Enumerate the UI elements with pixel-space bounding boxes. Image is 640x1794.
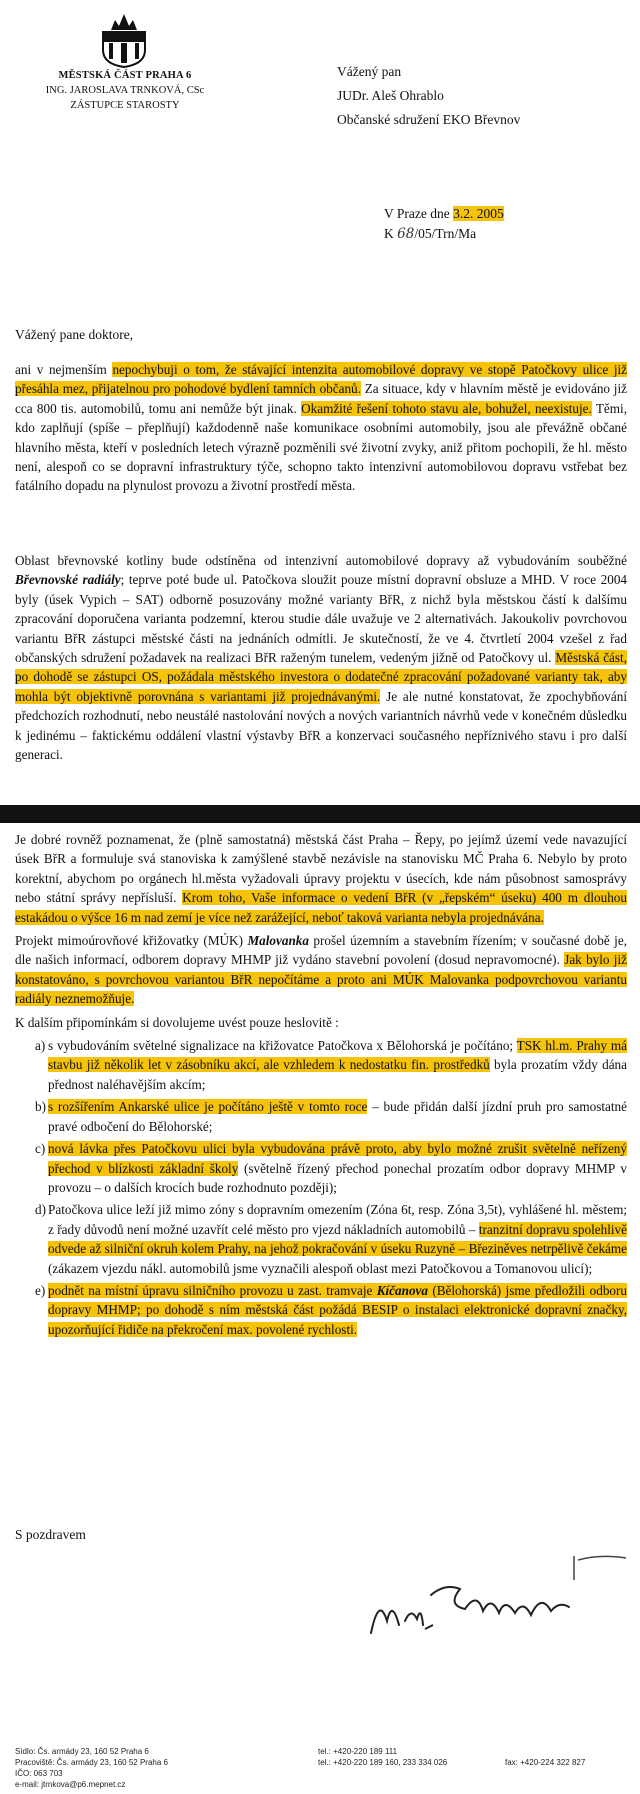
highlight-5: Jak bylo již konstatováno, s povrchovou variantou BřR nepočítáme a proto ani MÚK Malovanka podpovrchovou variantu radiály neznemožňuje.	[15, 952, 627, 1007]
sender-organization: MĚSTSKÁ ČÁST PRAHA 6	[58, 70, 192, 81]
reference-handwritten-number: 68	[397, 226, 415, 242]
list-item-b: b) s rozšířením Ankarské ulice je počítáno ještě v tomto roce – bude přidán další jízdní pruh pro samostatné pravé odbočení do Bělohorské;	[35, 1099, 627, 1134]
list-item-a: a) s vybudováním světelné signalizace na křižovatce Patočkova x Bělohorská je počítáno; TSK hl.m. Prahy má stavbu již několik let v zásobníku akcí, ale vzhledem k nedostatku fin. prostředků byla prozatím vždy dána přednost naléhavějším akcím;	[35, 1038, 628, 1092]
reference-line	[384, 224, 504, 244]
highlight-4: Krom toho, Vaše informace o vedení BřR (v „řepském“ úseku) 400 m dlouhou estakádou o výšce 16 m nad zemí je více než zarážející, neboť taková varianta nebyla projednávána.	[15, 890, 627, 925]
page-divider	[0, 805, 640, 823]
recipient-block	[337, 60, 520, 132]
paragraph-3: Je dobré rovněž poznamenat, že (plně samostatná) městská část Praha – Řepy, po jejímž území vede navazující úsek BřR a formuluje svá stanoviska k zamýšlené stavbě nezávisle na stanovisku MČ Praha 6. Nebylo by proto korektní, abychom po orgánech hl.města vyžadovali úpravy projektu v úsecích, kde nám působnost samosprávy nebo státní správy nepřísluší. Krom toho, Vaše informace o vedení BřR (v „řepském“ úseku) 400 m dlouhou estakádou o výšce 16 m nad zemí je více než zarážející, neboť taková varianta nebyla projednávána.	[15, 832, 627, 925]
sender-role: ZÁSTUPCE STAROSTY	[70, 100, 180, 111]
list-item-e: e) podnět na místní úpravu silničního provozu u zast. tramvaje Kíčanova (Bělohorská) jsme předložili odboru dopravy MHMP; po dohodě s ním městská část požádá BESIP o instalaci elektronické dopravní značky, upozorňující řidiče na překročení max. povolené rychlosti.	[35, 1282, 628, 1337]
list-intro: K dalším připomínkám si dovolujeme uvést pouze heslovitě :	[15, 1014, 339, 1030]
reference-code: /05/Trn/Ma	[414, 226, 477, 241]
bold-term-brevnovske-radialy: Břevnovské radiály	[15, 572, 121, 588]
highlight-3: Městská část, po dohodě se zástupci OS, požádala městského investora o dodatečné zpracování požadované varianty tak, aby mohla být objektivně porovnána s variantami již projednávanými.	[15, 650, 627, 704]
list-item-c: c) nová lávka přes Patočkovu ulici byla vybudována právě proto, aby bylo možné zrušit světelně neřízený přechod v blízkosti základní školy (světelně řízený přechod ponechal prozatím odbor dopravy MHMP v provozu – o dalších krocích bude rozhodnuto později);	[35, 1141, 627, 1195]
date-reference-block	[384, 204, 504, 244]
bold-term-malovanka: Malovanka	[247, 933, 309, 949]
signature-tick-mark	[570, 1550, 630, 1590]
remarks-list	[15, 1036, 627, 1339]
recipient-greeting: Vážený pan	[337, 64, 402, 79]
recipient-name: JUDr. Aleš Ohrablo	[337, 88, 444, 103]
footer-phones: tel.: +420-220 189 111 tel.: +420-220 189 160, 233 334 026	[318, 1747, 448, 1767]
salutation: Vážený pane doktore,	[15, 327, 134, 342]
footer-fax: fax: +420-224 322 827	[505, 1758, 586, 1767]
reference-prefix: K	[384, 226, 394, 241]
sender-name: ING. JAROSLAVA TRNKOVÁ, CSc	[45, 85, 205, 96]
date-value: 3.2. 2005	[453, 206, 504, 221]
sender-block	[0, 68, 250, 113]
footer-address: Sídlo: Čs. armády 23, 160 52 Praha 6 Pracoviště: Čs. armády 23, 160 52 Praha 6 IČO: 063 703 e-mail: jtrnkova@p6.mepnet.cz	[15, 1747, 168, 1789]
highlight-2: Okamžité řešení tohoto stavu ale, bohužel, neexistuje.	[301, 400, 592, 416]
footer-email: e-mail: jtrnkova@p6.mepnet.cz	[15, 1780, 126, 1789]
list-item-d: d) Patočkova ulice leží již mimo zóny s dopravním omezením (Zóna 6t, resp. Zóna 3,5t), vyhlášené hl. městem; z řady důvodů není možné uzavřít celé město pro vjezd nákladních automobilů – tranzitní dopravu spolehlivě odvede až silniční okruh kolem Prahy, na jehož pokračování v úseku Ruzyně – Březiněves netrpělivě čekáme (zákazem vjezdu nákl. automobilů jsme vyznačili alespoň oblast mezi Patočkovou a Tomanovou ulicí);	[35, 1202, 627, 1276]
paragraph-2: Oblast břevnovské kotliny bude odstíněna od intenzivní automobilové dopravy až vybudováním souběžné Břevnovské radiály; teprve poté bude ul. Patočkova sloužit pouze místní dopravní obsluze a MHD. V roce 2004 byly (úsek Vypich – SAT) odborně posuzovány možné varianty BřR, z nichž byla městskou částí k dalšímu zpracování doporučena varianta podzemní, kterou studie dále uvažuje ve 2 alternativách. Jakoukoliv povrchovou variantu BřR zástupci městské části na jednáních odmítli. Je skutečností, že ve 4. čtvrtletí 2004 vzešel z řad občanských sdružení požadavek na realizaci BřR raženým tunelem, vedeným jižně od Patočkovy ul. Městská část, po dohodě se zástupci OS, požádala městského investora o dodatečné zpracování požadované varianty tak, aby mohla být objektivně porovnána s variantami již projednávanými. Je ale nutné konstatovat, že zpochybňování předchozích rozhodnutí, nebo neustálé nastolování nových a nových variantních návrhů vede v konečném důsledku k jedinému – faktickému oddálení vlastní výstavby BřR a konzervaci současného nepříznivého stavu i pro další generaci.	[15, 553, 628, 763]
recipient-organization: Občanské sdružení EKO Břevnov	[337, 112, 521, 127]
page-2-body	[15, 830, 627, 1342]
paragraph-4: Projekt mimoúrovňové křižovatky (MÚK) Malovanka prošel územním a stavebním řízením; v současné době je, dle našich informací, odborem dopravy MHMP již vydáno stavební povolení (dosud nepravomocné). Jak bylo již konstatováno, s povrchovou variantou BřR nepočítáme a proto ani MÚK Malovanka podpovrchovou variantu radiály neznemožňuje.	[15, 933, 627, 1007]
prague6-coat-of-arms-icon	[99, 12, 149, 68]
handwritten-signature	[365, 1555, 575, 1640]
highlight-1: nepochybuji o tom, že stávající intenzita automobilové dopravy ve stopě Patočkovy ulice již přesáhla mez, přijatelnou pro pohodové bydlení tamních občanů.	[15, 362, 627, 397]
letter-page-1	[0, 0, 640, 805]
closing-greeting: S pozdravem	[15, 1527, 86, 1542]
date-prefix: V Praze dne	[384, 206, 450, 221]
date-line	[384, 204, 504, 224]
paragraph-1: ani v nejmenším nepochybuji o tom, že stávající intenzita automobilové dopravy ve stopě Patočkovy ulice již přesáhla mez, přijatelnou pro pohodové bydlení tamních občanů. Za situace, kdy v hlavním městě je evidováno již cca 800 tis. automobilů, tomu ani nemůže být jinak. Okamžité řešení tohoto stavu ale, bohužel, neexistuje. Těmi, kdo zaplňují (spíše – přeplňují) každodenně naše komunikace osobními automobily, jsou ale převážně občané hlavního města, kteří v posledních letech výrazně pozměnili své životní zvyky, aniž přitom pochopili, že hl. město není, alespoň co se dopravní infrastruktury týče, schopno takto intenzivní automobilovou dopravu vstřebat bez fatálního dopadu na plynulost provozu a životní prostředí města.	[15, 362, 627, 494]
